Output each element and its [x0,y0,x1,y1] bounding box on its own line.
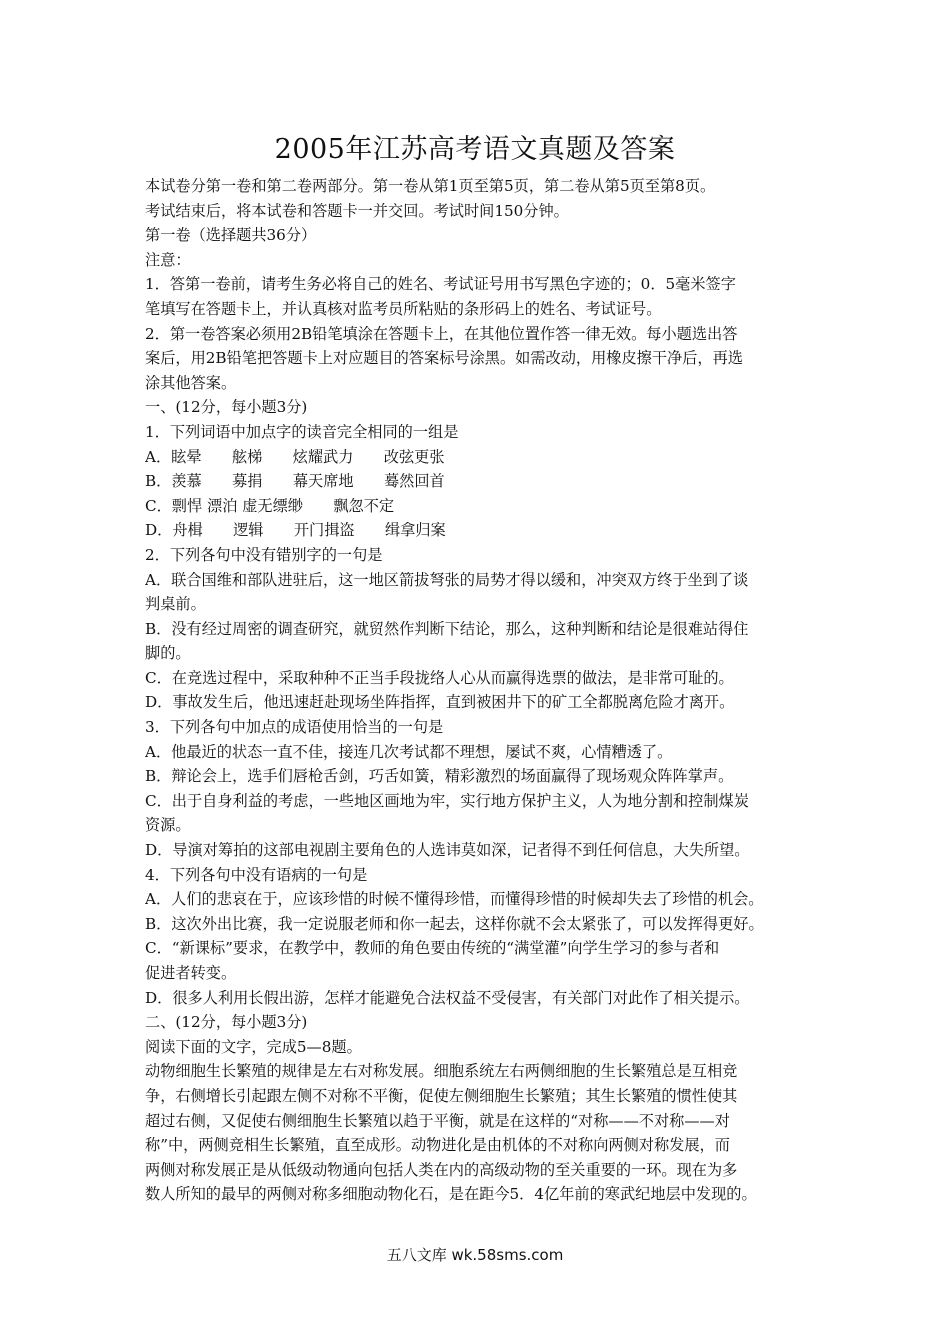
text-line: A．他最近的状态一直不佳，接连几次考试都不理想，屡试不爽，心情糟透了。 [145,742,673,761]
document-body [145,174,825,1207]
text-line: 争，右侧增长引起跟左侧不对称不平衡，促使左侧细胞生长繁殖；其生长繁殖的惯性使其 [145,1086,738,1105]
text-line: A．人们的悲哀在于，应该珍惜的时候不懂得珍惜，而懂得珍惜的时候却失去了珍惜的机会。 [145,890,764,909]
text-line: D．导演对筹拍的这部电视剧主要角色的人选讳莫如深，记者得不到任何信息，大失所望。 [145,841,750,860]
text-line: B．这次外出比赛，我一定说服老师和你一起去，这样你就不会太紧张了，可以发挥得更好。 [145,914,764,933]
text-line: A．眩晕 舷梯 炫耀武力 改弦更张 [145,447,445,466]
text-line: 2．第一卷答案必须用2B铅笔填涂在答题卡上，在其他位置作答一律无效。每小题选出答 [145,324,738,343]
text-line: B．没有经过周密的调查研究，就贸然作判断下结论，那么，这种判断和结论是很难站得住 [145,619,749,638]
document-title: 2005年江苏高考语文真题及答案 [274,134,676,165]
text-line: C．剽悍 漂泊 虚无缥缈 飘忽不定 [145,496,395,515]
text-line: C．“新课标”要求，在教学中，教师的角色要由传统的“满堂灌”向学生学习的参与者和 [145,939,720,958]
text-line: 资源。 [145,816,191,835]
text-line: 促进者转变。 [145,964,237,982]
text-line: 一、(12分，每小题3分) [145,398,308,417]
text-line: C．出于自身利益的考虑，一些地区画地为牢，实行地方保护主义，人为地分割和控制煤炭 [145,791,749,810]
text-line: 本试卷分第一卷和第二卷两部分。第一卷从第1页至第5页，第二卷从第5页至第8页。 [145,177,716,195]
text-line: D．舟楫 逻辑 开门揖盗 缉拿归案 [145,521,446,540]
text-line: 1．答第一卷前，请考生务必将自己的姓名、考试证号用书写黑色字迹的；0．5毫米签字 [145,275,736,294]
text-line: 涂其他答案。 [145,373,237,392]
text-line: 阅读下面的文字，完成5—8题。 [145,1037,362,1056]
text-line: A．联合国维和部队进驻后，这一地区箭拔弩张的局势才得以缓和，冲突双方终于坐到了谈 [145,570,749,589]
text-line: 笔填写在答题卡上，并认真核对监考员所粘贴的条形码上的姓名、考试证号。 [145,299,662,318]
text-line: B．羡慕 募捐 幕天席地 蓦然回首 [145,472,445,491]
text-line: 1．下列词语中加点字的读音完全相同的一组是 [145,422,459,441]
text-line: 2．下列各句中没有错别字的一句是 [145,545,383,564]
text-line: 3．下列各句中加点的成语使用恰当的一句是 [145,718,444,737]
page-footer: 五八文库 wk.58sms.com [386,1246,564,1264]
text-line: 判桌前。 [145,595,206,614]
text-line: 两侧对称发展正是从低级动物通向包括人类在内的高级动物的至关重要的一环。现在为多 [145,1160,738,1179]
text-line: 考试结束后，将本试卷和答题卡一并交回。考试时间150分钟。 [145,201,569,220]
text-line: 动物细胞生长繁殖的规律是左右对称发展。细胞系统左右两侧细胞的生长繁殖总是互相竞 [145,1062,738,1081]
text-line: 称”中，两侧竞相生长繁殖，直至成形。动物进化是由机体的不对称向两侧对称发展，而 [145,1136,730,1155]
text-line: 注意： [145,250,191,269]
text-line: 数人所知的最早的两侧对称多细胞动物化石，是在距今5．4亿年前的寒武纪地层中发现的。 [145,1185,757,1204]
text-line: D．事故发生后，他迅速赶赴现场坐阵指挥，直到被困井下的矿工全都脱离危险才离开。 [145,693,735,712]
text-line: C．在竞选过程中，采取种种不正当手段拢络人心从而赢得选票的做法，是非常可耻的。 [145,668,734,687]
text-line: 脚的。 [145,644,191,663]
text-line: 超过右侧，又促使右侧细胞生长繁殖以趋于平衡，就是在这样的“对称——不对称——对 [145,1111,730,1130]
text-line: D．很多人利用长假出游，怎样才能避免合法权益不受侵害，有关部门对此作了相关提示。 [145,988,750,1007]
text-line: 第一卷（选择题共36分） [145,226,317,245]
text-line: 二、(12分，每小题3分) [145,1013,308,1032]
text-line: B．辩论会上，选手们唇枪舌剑，巧舌如簧，精彩激烈的场面赢得了现场观众阵阵掌声。 [145,767,734,786]
text-line: 案后，用2B铅笔把答题卡上对应题目的答案标号涂黑。如需改动，用橡皮擦干净后，再选 [145,349,743,368]
text-line: 4．下列各句中没有语病的一句是 [145,865,368,884]
